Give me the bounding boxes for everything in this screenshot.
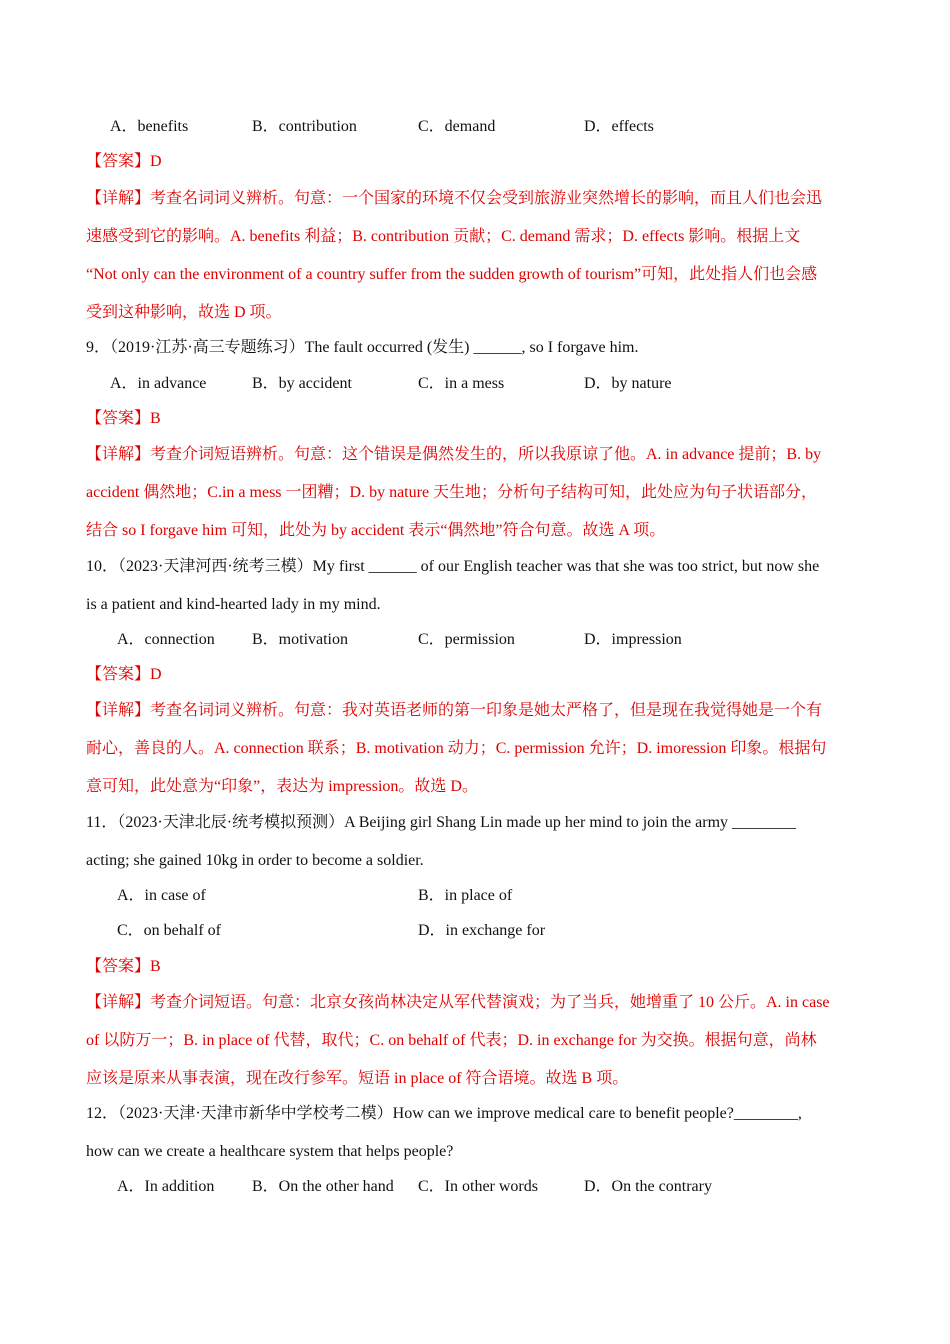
q8-explanation-line: “Not only can the environment of a country suffer from the sudden growth of tourism”可知，此处指人们也会感 <box>86 266 818 283</box>
q11-option-c: C．on behalf of <box>117 922 221 939</box>
q12-option-d: D．On the contrary <box>584 1178 712 1195</box>
q10-option-c: C．permission <box>418 631 515 648</box>
q9-explanation-line: accident 偶然地；C.in a mess 一团糟；D. by nature 天生地；分析句子结构可知，此处应为句子状语部分， <box>86 484 818 501</box>
q11-option-a: A．in case of <box>117 887 206 904</box>
q12-stem: how can we create a healthcare system that helps people? <box>86 1143 454 1160</box>
q8-option-b: B．contribution <box>252 118 357 135</box>
q9-option-c: C．in a mess <box>418 375 505 392</box>
q11-option-d: D．in exchange for <box>418 922 546 939</box>
q8-option-d: D．effects <box>584 118 654 135</box>
q9-option-b: B．by accident <box>252 375 352 392</box>
q10-option-a: A．connection <box>117 631 215 648</box>
q11-option-b: B．in place of <box>418 887 513 904</box>
q9-answer: 【答案】B <box>86 410 161 427</box>
q8-explanation-line: 速感受到它的影响。A. benefits 利益；B. contribution 贡献；C. demand 需求；D. effects 影响。根据上文 <box>86 228 801 245</box>
q12-option-b: B．On the other hand <box>252 1178 394 1195</box>
q10-stem: is a patient and kind-hearted lady in my mind. <box>86 596 381 613</box>
q8-option-c: C．demand <box>418 118 496 135</box>
q11-stem: 11．（2023·天津北辰·统考模拟预测）A Beijing girl Shang Lin made up her mind to join the army ________ <box>86 814 797 831</box>
q8-explanation-line: 【详解】考查名词词义辨析。句意：一个国家的环境不仅会受到旅游业突然增长的影响，而且人们也会迅 <box>86 190 823 207</box>
q9-explanation-line: 【详解】考查介词短语辨析。句意：这个错误是偶然发生的，所以我原谅了他。A. in advance 提前；B. by <box>86 446 822 463</box>
q8-option-a: A．benefits <box>110 118 189 135</box>
q11-explanation-line: 应该是原来从事表演，现在改行参军。短语 in place of 符合语境。故选 B 项。 <box>86 1070 629 1087</box>
q8-answer: 【答案】D <box>86 153 162 170</box>
q10-explanation-line: 【详解】考查名词词义辨析。句意：我对英语老师的第一印象是她太严格了，但是现在我觉得她是一个有 <box>86 702 823 719</box>
q10-stem: 10．（2023·天津河西·统考三模）My first ______ of our English teacher was that she was too strict, but now she <box>86 558 820 575</box>
q10-option-d: D．impression <box>584 631 682 648</box>
q10-answer: 【答案】D <box>86 666 162 683</box>
q8-explanation-line: 受到这种影响，故选 D 项。 <box>86 304 282 321</box>
q11-stem: acting; she gained 10kg in order to become a soldier. <box>86 852 424 869</box>
q12-option-a: A．In addition <box>117 1178 215 1195</box>
q9-explanation-line: 结合 so I forgave him 可知，此处为 by accident 表示“偶然地”符合句意。故选 A 项。 <box>86 522 666 539</box>
q12-option-c: C．In other words <box>418 1178 538 1195</box>
q10-explanation-line: 意可知，此处意为“印象”，表达为 impression。故选 D。 <box>86 778 478 795</box>
q11-explanation-line: 【详解】考查介词短语。句意：北京女孩尚林决定从军代替演戏；为了当兵，她增重了 10 公斤。A. in case <box>86 994 830 1011</box>
q10-option-b: B．motivation <box>252 631 349 648</box>
q12-stem: 12．（2023·天津·天津市新华中学校考二模）How can we improve medical care to benefit people?________, <box>86 1105 802 1122</box>
q9-stem: 9．（2019·江苏·高三专题练习）The fault occurred (发生) ______, so I forgave him. <box>86 339 639 356</box>
q11-answer: 【答案】B <box>86 958 161 975</box>
q9-option-d: D．by nature <box>584 375 672 392</box>
q11-explanation-line: of 以防万一；B. in place of 代替，取代；C. on behalf of 代表；D. in exchange for 为交换。根据句意，尚林 <box>86 1032 817 1049</box>
q9-option-a: A．in advance <box>110 375 207 392</box>
q10-explanation-line: 耐心，善良的人。A. connection 联系；B. motivation 动力；C. permission 允许；D. imoression 印象。根据句 <box>86 740 827 757</box>
